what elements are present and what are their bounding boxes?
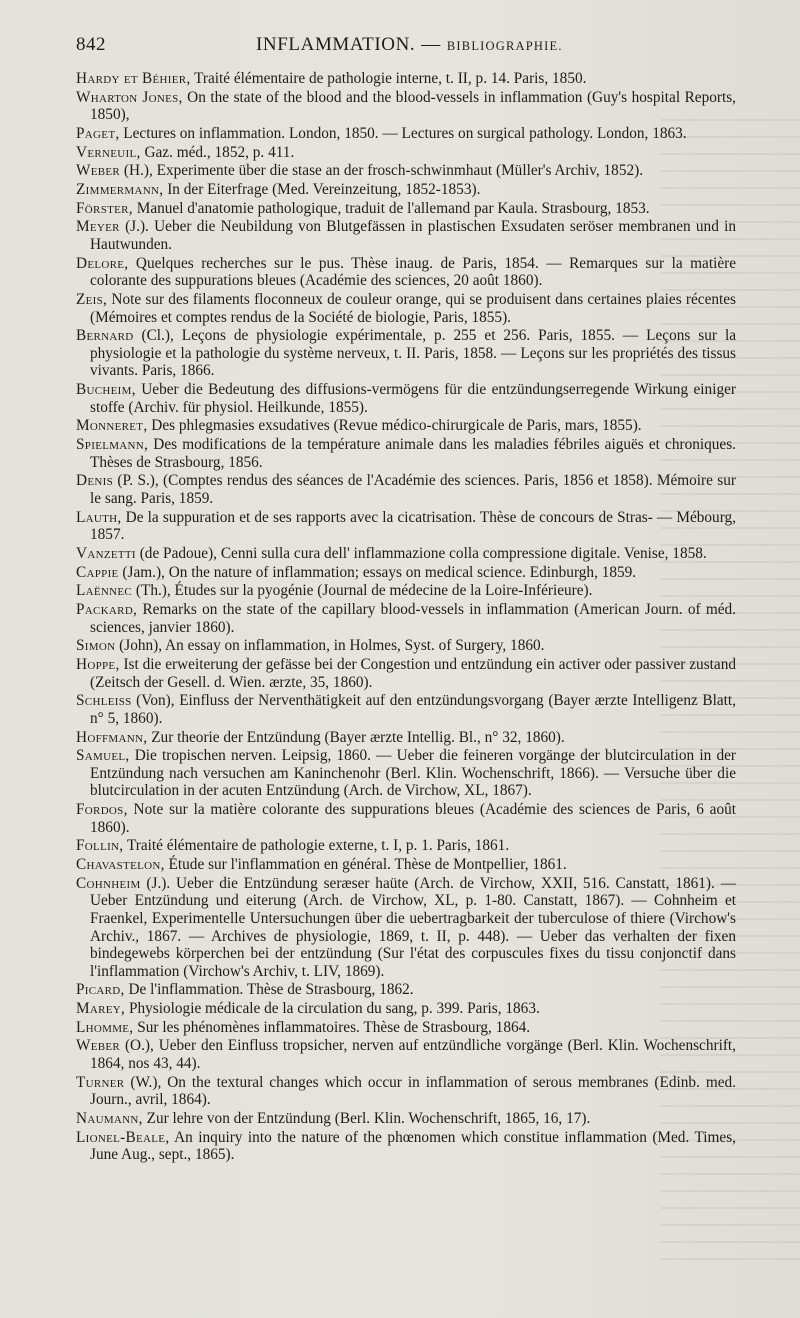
entry-author: Cohnheim [76,874,141,892]
entry-text: Ist die erweiterung der gefässe bei der Congestion und entzündung ein activer oder passiver zustand (Zeitsch der Gesell. d. Wien. ærzte, 35, 1860). [90,655,736,691]
entry-author: Schleiss [76,692,132,710]
entry-author: Lhomme, [76,1018,134,1036]
entry-author: Hardy et Béhier, [76,70,191,87]
bibliography-entry [76,692,736,727]
entry-author: Turner [76,1073,125,1091]
bibliography-entry [76,327,736,380]
bibliography-entry [76,1000,736,1018]
bibliography-entry [76,1129,736,1164]
entry-text: Note sur la matière colorante des suppurations bleues (Académie des sciences de Paris, 6 août 1860). [90,801,736,836]
entry-author: Lauth, [76,508,122,526]
entry-text: Des phlegmasies exsudatives (Revue médico-chirurgicale de Paris, mars, 1855). [147,417,642,435]
entry-text: Manuel d'anatomie pathologique, traduit de l'allemand par Kaula. Strasbourg, 1853. [132,199,650,217]
entry-text: Die tropischen nerven. Leipsig, 1860. — Ueber die feineren vorgänge der blutcirculation in der Entzündung nach versuchen am Kaninchenohr (Berl. Klin. Wochenschrift, 1866). — Versuche über die blutcirculation in der acuten Entzündung (Arch. de Virchow, XL, 1867). [90,747,736,800]
entry-author: Zeis, [76,290,108,308]
bibliography-entry [76,875,736,981]
bibliography-entry [76,656,736,691]
entry-text: De la suppuration et de ses rapports avec la cicatrisation. Thèse de concours de Stras- — Mébourg, 1857. [90,508,736,544]
bibliography-entry [76,564,736,582]
bibliography-entry [76,255,736,290]
entry-text: Lectures on inflammation. London, 1850. — Lectures on surgical pathology. London, 1863. [119,124,687,142]
entry-author: Cappie [76,563,119,581]
entry-text: Note sur des filaments floconneux de couleur orange, qui se produisent dans certaines plaies récentes (Mémoires et comptes rendus de la Société de biologie, Paris, 1855). [90,290,736,326]
bibliography-entry [76,162,736,180]
entry-text: Traité élémentaire de pathologie interne, t. II, p. 14. Paris, 1850. [190,70,587,87]
title-dash: — [421,34,441,55]
entry-author: Picard, [76,981,125,999]
bibliography-entry [76,218,736,253]
bibliography-entry [76,436,736,471]
entry-author: Simon [76,637,116,655]
entry-text: (John), An essay on inflammation, in Holmes, Syst. of Surgery, 1860. [115,637,545,655]
entry-author: Monneret, [76,417,148,435]
entry-author: Weber [76,162,121,180]
entry-author: Zimmermann, [76,181,164,199]
bibliography-entry [76,509,736,544]
bibliography-entry [76,144,736,162]
entry-text: Zur theorie der Entzündung (Bayer ærzte Intellig. Bl., n° 32, 1860). [147,728,565,746]
bibliography-entry [76,1110,736,1128]
entry-text: (Von), Einfluss der Nerventhätigkeit auf den entzündungsvorgang (Bayer ærzte Intelligenz Blatt, n° 5, 1860). [90,692,736,727]
page-number: 842 [76,34,106,55]
bibliography-entry [76,1019,736,1037]
chapter-title: INFLAMMATION. [256,34,416,55]
bibliography-entry [76,729,736,747]
entry-author: Bernard [76,327,134,345]
entry-text: Ueber die Bedeutung des diffusions-vermögens für die entzündungserregende Wirkung einiger stoffe (Archiv. für physiol. Heilkunde, 1855). [90,381,736,416]
entry-author: Meyer [76,218,120,236]
entry-author: Verneuil, [76,143,141,161]
bibliography-entry [76,1037,736,1072]
bibliography-entry [76,856,736,874]
bibliography-entry [76,601,736,636]
entry-author: Samuel, [76,747,130,765]
entry-text: Physiologie médicale de la circulation du sang, p. 399. Paris, 1863. [125,1000,540,1018]
bibliography-entry [76,89,736,124]
entry-author: Wharton Jones, [76,88,183,106]
running-title [256,34,563,56]
entry-author: Naumann, [76,1110,143,1128]
entry-author: Bucheim, [76,381,136,399]
entry-text: (J.). Ueber die Entzündung seræser haüte (Arch. de Virchow, XXII, 516. Canstatt, 1861). — Ueber Entzündung und eiterung (Arch. de Virchow, XL, p. 1-80. Canstatt, 1867). — Cohnheim et Fraenkel, Experimentelle Untersuchungen über die uebertragbarkeit der tuberculose of thiere (Virchow's Archiv., 1867. — Archives de physiologie, 1869, t. II, p. 448). — Ueber das verhalten der fixen bindegewebs körperchen bei der entzündung (Sur l'état des corpuscules fixes du tissu conjonctif dans l'inflammation (Virchow's Archiv, t. LIV, 1869). [90,874,736,980]
entry-text: Zur lehre von der Entzündung (Berl. Klin. Wochenschrift, 1865, 16, 17). [142,1110,591,1128]
entry-author: Laënnec [76,582,133,600]
bibliography-entry [76,747,736,800]
entry-text: Quelques recherches sur le pus. Thèse inaug. de Paris, 1854. — Remarques sur la matière colorante des suppurations bleues (Académie des sciences, 20 août 1860). [90,254,736,290]
entry-text: (O.), Ueber den Einfluss tropsicher, nerven auf entzündliche vorgänge (Berl. Klin. Wochenschrift, 1864, nos 43, 44). [90,1037,736,1073]
entry-author: Paget, [76,124,120,142]
entry-text: Sur les phénomènes inflammatoires. Thèse de Strasbourg, 1864. [133,1018,531,1036]
entry-author: Hoppe, [76,655,120,673]
entry-text: (H.), Experimente über die stase an der frosch-schwinmhaut (Müller's Archiv, 1852). [120,162,644,180]
bibliography-entry [76,70,736,88]
entry-text: Traité élémentaire de pathologie externe, t. I, p. 1. Paris, 1861. [123,837,510,855]
entry-author: Marey, [76,1000,126,1018]
entry-text: An inquiry into the nature of the phœnomen which constitue inflammation (Med. Times, June Aug., sept., 1865). [90,1128,736,1164]
bibliography-entry [76,981,736,999]
section-title: BIBLIOGRAPHIE. [446,39,563,53]
entry-author: Förster, [76,199,133,217]
entry-author: Fordos, [76,801,128,819]
entry-author: Vanzetti [76,544,136,562]
bibliography-entry [76,472,736,507]
bibliography-entry [76,1074,736,1109]
bibliography-entry [76,801,736,836]
entry-text: (J.). Ueber die Neubildung von Blutgefässen in plastischen Exsudaten seröser membranen und in Hautwunden. [90,218,736,253]
entry-author: Chavastelon, [76,856,165,874]
entry-text: (P. S.), (Comptes rendus des séances de l'Académie des sciences. Paris, 1856 et 1858). Mémoire sur le sang. Paris, 1859. [90,472,736,507]
bibliography-entry [76,637,736,655]
bibliography-entry [76,545,736,563]
entry-author: Denis [76,472,113,490]
entry-author: Spielmann, [76,436,149,454]
entry-author: Hoffmann, [76,728,148,746]
entry-text: (de Padoue), Cenni sulla cura dell' inflammazione colla compressione digitale. Venise, 1858. [135,544,707,562]
entry-author: Weber [76,1037,121,1055]
bibliography-entry [76,582,736,600]
entry-text: In der Eiterfrage (Med. Vereinzeitung, 1852-1853). [163,181,481,199]
bibliography-entry [76,837,736,855]
entry-author: Follin, [76,837,124,855]
entry-author: Delore, [76,254,129,272]
entry-text: De l'inflammation. Thèse de Strasbourg, 1862. [124,981,414,999]
entry-text: Étude sur l'inflammation en général. Thèse de Montpellier, 1861. [164,856,567,874]
entry-text: Gaz. méd., 1852, p. 411. [140,143,295,161]
entry-text: (Cl.), Leçons de physiologie expérimentale, p. 255 et 256. Paris, 1855. — Leçons sur la physiologie et la pathologie du système nerveux, t. II. Paris, 1858. — Leçons sur les propriétés des tissus vivants. Paris, 1866. [90,327,736,380]
entry-text: On the state of the blood and the blood-vessels in inflammation (Guy's hospital Reports, 1850), [90,88,736,124]
bibliography-entry [76,381,736,416]
bibliography-entry [76,181,736,199]
bibliography-entry [76,125,736,143]
entry-text: (Jam.), On the nature of inflammation; essays on medical science. Edinburgh, 1859. [118,563,637,581]
bibliography-entry [76,200,736,218]
bibliography-entry [76,291,736,326]
entry-text: Des modifications de la température animale dans les maladies fébriles aiguës et chroniques. Thèses de Strasbourg, 1856. [90,436,736,471]
entry-text: Remarks on the state of the capillary blood-vessels in inflammation (American Journ. of méd. sciences, janvier 1860). [90,601,736,636]
entry-text: (W.), On the textural changes which occur in inflammation of serous membranes (Edinb. med. Journ., avril, 1864). [90,1073,736,1109]
entry-author: Lionel-Beale, [76,1128,170,1146]
entry-text: (Th.), Études sur la pyogénie (Journal de médecine de la Loire-Inférieure). [132,582,593,600]
entry-author: Packard, [76,601,138,618]
bibliography-list [76,70,736,1165]
running-header [76,34,736,64]
bibliography-entry [76,417,736,435]
